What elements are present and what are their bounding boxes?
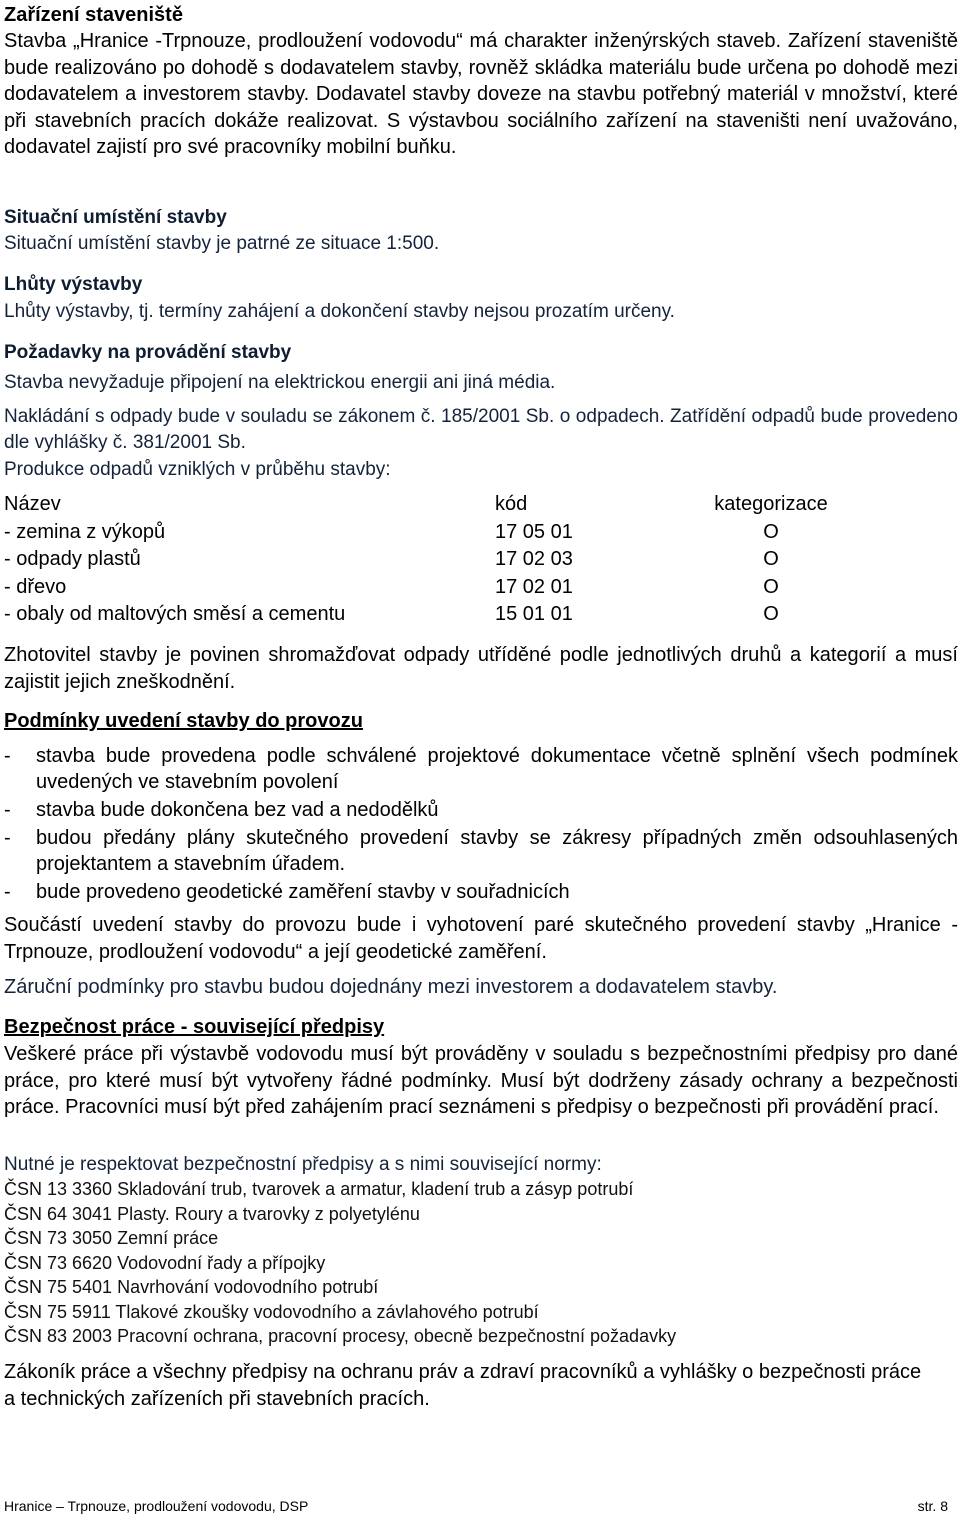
footer-project-name: Hranice – Trpnouze, prodloužení vodovodu, DSP xyxy=(4,1498,309,1514)
paragraph-produkce-odpadu: Produkce odpadů vzniklých v průběhu stavby: xyxy=(4,459,391,480)
list-item: budou předány plány skutečného provedení stavby se zákresy případných změn odsouhlasených projektantem a stavebním úřadem. xyxy=(36,827,958,875)
heading-podminky-uvedeni: Podmínky uvedení stavby do provozu xyxy=(4,710,363,732)
paragraph-zakonik-prace: Zákoník práce a všechny předpisy na ochranu práv a zdraví pracovníků a vyhlášky o bezpečnosti práce a technických zařízeních při stavebních pracích. xyxy=(4,1361,922,1410)
heading-lhuty-vystavby: Lhůty výstavby xyxy=(4,274,143,295)
paragraph-soucasti: Součástí uvedení stavby do provozu bude i vyhotovení paré skutečného provedení stavby „Hranice -Trpnouze, prodloužení vodovodu“ a její geodetické zaměření. xyxy=(4,914,958,963)
paragraph-normy-uvod: Nutné je respektovat bezpečnostní předpisy a s nimi související normy: xyxy=(4,1154,602,1175)
norm-item: ČSN 75 5401 Navrhování vodovodního potrubí xyxy=(4,1277,379,1297)
table-row xyxy=(4,574,842,602)
table-row xyxy=(4,601,842,629)
table-row xyxy=(4,546,842,574)
list-bullet: - xyxy=(4,745,11,767)
list-item: stavba bude dokončena bez vad a nedodělků xyxy=(36,799,439,821)
norm-item: ČSN 13 3360 Skladování trub, tvarovek a armatur, kladení trub a zásyp potrubí xyxy=(4,1179,634,1199)
norm-item: ČSN 73 6620 Vodovodní řady a přípojky xyxy=(4,1252,326,1273)
list-item: stavba bude provedena podle schválené projektové dokumentace včetně splnění všech podmínek uvedených ve stavebním povolení xyxy=(36,745,958,793)
norm-item: ČSN 73 3050 Zemní práce xyxy=(4,1228,219,1248)
cell-kod: 17 02 03 xyxy=(495,548,573,571)
paragraph-bezpecnost: Veškeré práce při výstavbě vodovodu musí být prováděny v souladu s bezpečnostními předpisy pro dané práce, pro které musí být vytvořeny řádné podmínky. Musí být dodrženy zásady ochrany a bezpečnosti práce. Pracovníci musí být před zahájením prací seznámeni s předpisy o bezpečnosti při provádění prací. xyxy=(4,1043,958,1118)
paragraph-situacni: Situační umístění stavby je patrné ze situace 1:500. xyxy=(4,233,440,254)
paragraph-zarucni: Záruční podmínky pro stavbu budou dojednány mezi investorem a dodavatelem stavby. xyxy=(4,976,778,998)
paragraph-pozadavky-media: Stavba nevyžaduje připojení na elektrickou energii ani jiná média. xyxy=(4,372,556,393)
cell-nazev: - obaly od maltových směsí a cementu xyxy=(4,603,346,626)
cell-kod: 15 01 01 xyxy=(495,603,573,626)
column-header-nazev: Název xyxy=(4,493,61,516)
norm-item: ČSN 75 5911 Tlakové zkoušky vodovodního a závlahového potrubí xyxy=(4,1301,539,1322)
heading-situacni-umisteni: Situační umístění stavby xyxy=(4,207,227,228)
cell-kod: 17 02 01 xyxy=(495,575,573,598)
cell-kategorie: O xyxy=(763,520,779,543)
heading-bezpecnost-prace: Bezpečnost práce - související předpisy xyxy=(4,1016,385,1038)
column-header-kod: kód xyxy=(495,493,528,516)
paragraph-zhotovitel: Zhotovitel stavby je povinen shromažďovat odpady utříděné podle jednotlivých druhů a kategorií a musí zajistit jejich zneškodnění. xyxy=(4,644,958,693)
cell-kod: 17 05 01 xyxy=(495,520,573,543)
paragraph-lhuty: Lhůty výstavby, tj. termíny zahájení a dokončení stavby nejsou prozatím určeny. xyxy=(4,301,675,322)
footer-page-number: str. 8 xyxy=(917,1498,948,1514)
column-header-kategorizace: kategorizace xyxy=(714,493,828,516)
cell-kategorie: O xyxy=(763,548,779,571)
paragraph-zarizeni: Stavba „Hranice -Trpnouze, prodloužení vodovodu“ má charakter inženýrských staveb. Zařízení staveniště bude realizováno po dohodě s dodavatelem stavby, rovněž skládka materiálu bude určena po dohodě mezi dodavatelem a investorem stavby. Dodavatel stavby doveze na stavbu potřebný materiál v množství, které při stavebních pracích dokáže realizovat. S výstavbou sociálního zařízení na staveništi není uvažováno, dodavatel zajistí pro své pracovníky mobilní buňku. xyxy=(4,30,958,158)
table-row xyxy=(4,519,842,547)
norm-item: ČSN 83 2003 Pracovní ochrana, pracovní procesy, obecně bezpečnostní požadavky xyxy=(4,1326,677,1346)
heading-pozadavky: Požadavky na provádění stavby xyxy=(4,342,292,363)
cell-kategorie: O xyxy=(763,603,779,626)
list-bullet: - xyxy=(4,827,11,849)
heading-zarizeni-staveniste: Zařízení staveniště xyxy=(4,4,183,26)
waste-table xyxy=(4,491,842,629)
norm-item: ČSN 64 3041 Plasty. Roury a tvarovky z polyetylénu xyxy=(4,1203,420,1224)
cell-nazev: - zemina z výkopů xyxy=(4,520,166,543)
cell-nazev: - odpady plastů xyxy=(4,548,141,571)
list-bullet: - xyxy=(4,799,11,821)
list-item: bude provedeno geodetické zaměření stavby v souřadnicích xyxy=(36,881,570,903)
paragraph-pozadavky-odpady: Nakládání s odpady bude v souladu se zákonem č. 185/2001 Sb. o odpadech. Zatřídění odpadů bude provedeno dle vyhlášky č. 381/2001 Sb. xyxy=(4,406,958,453)
norms-list xyxy=(4,1177,958,1349)
list-bullet: - xyxy=(4,881,11,903)
cell-kategorie: O xyxy=(763,575,779,598)
cell-nazev: - dřevo xyxy=(4,575,67,598)
table-header-row xyxy=(4,491,842,519)
